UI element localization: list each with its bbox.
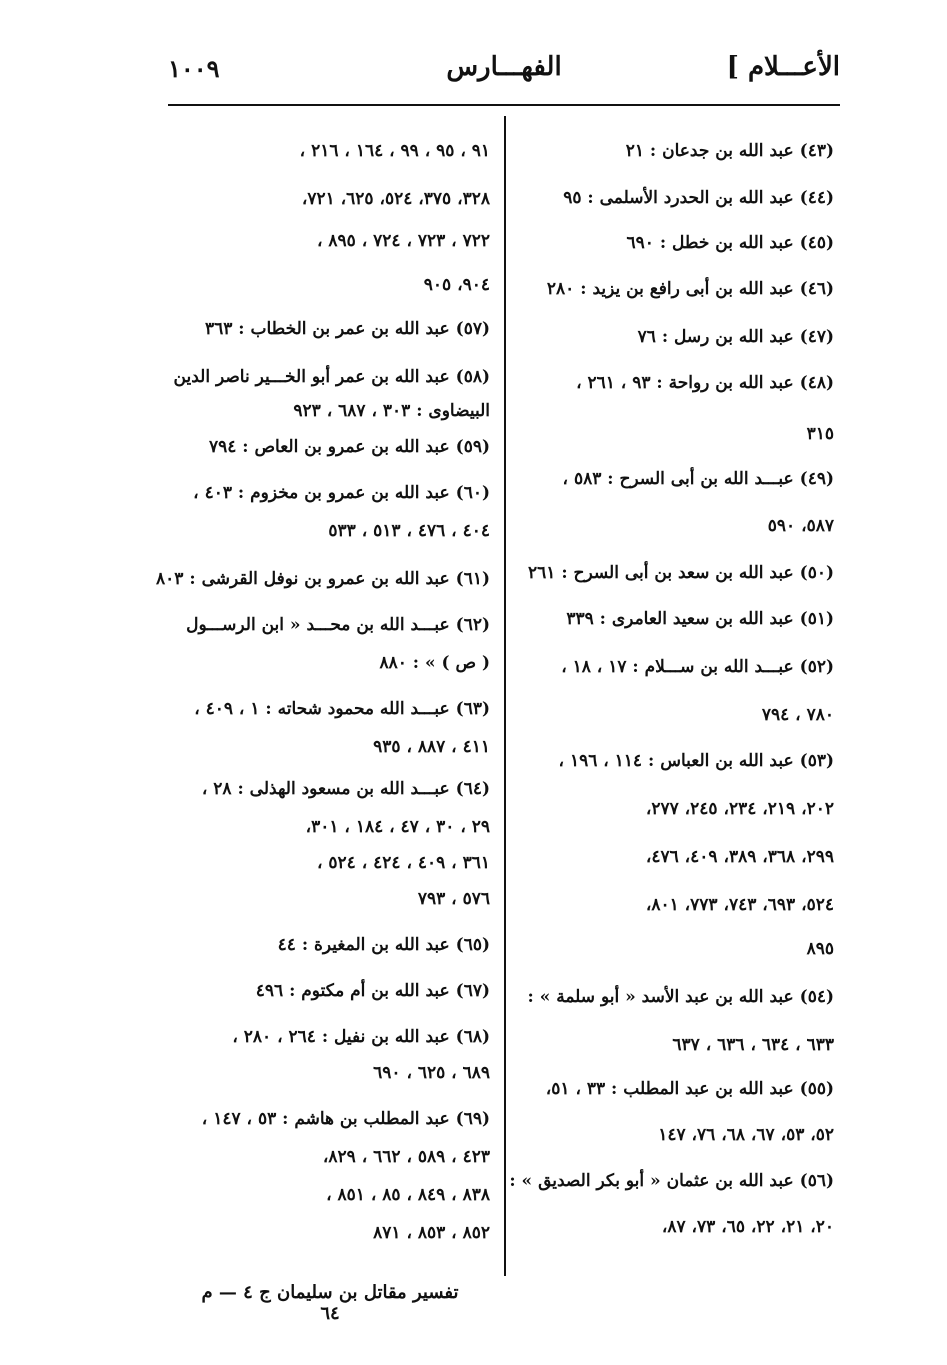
entry-number: (٥٢)	[799, 657, 834, 677]
entry-number: (٥٣)	[799, 751, 834, 771]
entry-continuation: ٨٩٥	[806, 939, 834, 959]
index-entry	[256, 980, 490, 1002]
entry-continuation: ٣٢٨، ٣٧٥، ٥٢٤، ٦٢٥، ٧٢١،	[301, 189, 490, 209]
index-entry	[626, 140, 834, 162]
entry-continuation: ٥٨٧، ٥٩٠	[767, 516, 834, 536]
index-entry	[174, 366, 490, 388]
entry-number: (٦٢)	[455, 615, 490, 635]
page-number: ١٠٠٩	[168, 54, 220, 83]
entry-number: (٤٥)	[799, 233, 834, 253]
index-entry	[627, 232, 834, 254]
index-entry	[528, 562, 834, 584]
entry-continuation: ٥٢٤، ٦٩٣، ٧٤٣، ٧٧٣، ٨٠١،	[645, 895, 834, 915]
index-entry	[300, 140, 490, 162]
entry-text: عبد الله بن عمرو بن مخزوم : ٤٠٣ ،	[193, 483, 450, 503]
index-entry	[547, 278, 834, 300]
entry-continuation: ٧٨٠ ، ٧٩٤	[761, 705, 834, 725]
header-rule	[168, 104, 840, 106]
index-entry	[563, 187, 834, 209]
index-entry	[202, 778, 490, 800]
entry-number: (٥٨)	[455, 367, 490, 387]
entry-text: عبد الله بن عبد الأسد « أبو سلمة » :	[527, 987, 794, 1007]
entry-text: ٩١ ، ٩٥ ، ٩٩ ، ١٦٤ ، ٢١٦ ،	[299, 141, 490, 161]
entry-continuation: ٧٢٢ ، ٧٢٣ ، ٧٢٤ ، ٨٩٥ ،	[316, 231, 490, 251]
index-entry	[546, 1078, 834, 1100]
page-header	[168, 52, 840, 96]
entry-text: عبد الله بن سعد بن أبى السرح : ٢٦١	[528, 563, 794, 583]
entry-number: (٤٣)	[799, 141, 834, 161]
entry-number: (٥٩)	[455, 437, 490, 457]
index-entry	[566, 608, 834, 630]
entry-continuation: ٥٧٦ ، ٧٩٣	[417, 889, 490, 909]
entry-text: عبـــد الله بن أبى السرح : ٥٨٣ ،	[562, 469, 794, 489]
entry-number: (٦١)	[455, 569, 490, 589]
entry-continuation: ٨٥٢ ، ٨٥٣ ، ٨٧١	[373, 1223, 490, 1243]
column-divider	[504, 116, 506, 1276]
entry-continuation: ٢٠، ٢١، ٢٢، ٦٥، ٧٣، ٨٧،	[661, 1217, 834, 1237]
entry-continuation: ٣١٥	[806, 424, 834, 444]
entry-continuation: ٦٣٣ ، ٦٣٤ ، ٦٣٦ ، ٦٣٧	[672, 1035, 834, 1055]
index-entry	[638, 326, 834, 348]
entry-text: عبد الله بن عثمان « أبو بكر الصديق » :	[509, 1171, 794, 1191]
index-entry	[193, 482, 490, 504]
entry-text: عبد الله بن أم مكتوم : ٤٩٦	[255, 981, 450, 1001]
entry-text: عبد الله بن عمرو بن نوفل القرشى : ٨٠٣	[156, 569, 450, 589]
entry-text: عبد الله بن المغيرة : ٤٤	[277, 935, 450, 955]
entry-continuation: ٤٠٤ ، ٤٧٦ ، ٥١٣ ، ٥٣٣	[328, 521, 490, 541]
index-entry	[278, 934, 490, 956]
index-entry	[563, 468, 834, 490]
entry-continuation: ٤٢٣ ، ٥٨٩ ، ٦٦٢ ، ٨٢٩،	[322, 1147, 490, 1167]
index-entry	[209, 436, 490, 458]
entry-number: (٦٠)	[455, 483, 490, 503]
index-entry	[156, 568, 490, 590]
entry-text: عبد الله بن سعيد العامرى : ٣٣٩	[566, 609, 794, 629]
entry-number: (٦٧)	[455, 981, 490, 1001]
entry-text: عبـــد الله بن ســـلام : ١٧ ، ١٨ ،	[561, 657, 794, 677]
entry-number: (٤٩)	[799, 469, 834, 489]
entry-number: (٤٧)	[799, 327, 834, 347]
entry-number: (٤٨)	[799, 373, 834, 393]
entry-number: (٦٥)	[455, 935, 490, 955]
entry-text: عبد الله بن نفيل : ٢٦٤ ، ٢٨٠ ،	[232, 1027, 450, 1047]
entry-continuation: ٣٦١ ، ٤٠٩ ، ٤٢٤ ، ٥٢٤ ،	[316, 853, 490, 873]
entry-text: عبد الله بن أبى رافع بن يزيد : ٢٨٠	[546, 279, 794, 299]
entry-text: عبد الله بن رواحة : ٩٣ ، ٢٦١ ،	[576, 373, 794, 393]
index-entry	[232, 1026, 490, 1048]
entry-continuation: ٥٢، ٥٣، ٦٧، ٦٨، ٧٦، ١٤٧	[658, 1125, 834, 1145]
entry-continuation: ( ص ) » : ٨٨٠	[379, 653, 490, 673]
section-label: الأعـــلام ]	[726, 52, 840, 82]
entry-text: عبد الله بن جدعان : ٢١	[625, 141, 794, 161]
entry-number: (٦٣)	[455, 699, 490, 719]
index-entry	[202, 1108, 490, 1130]
index-entry	[576, 372, 834, 394]
entry-number: (٦٩)	[455, 1109, 490, 1129]
entry-number: (٤٦)	[799, 279, 834, 299]
entry-text: عبد الله بن الحدرد الأسلمى : ٩٥	[563, 188, 794, 208]
index-entry	[186, 614, 490, 636]
entry-text: عبد الله بن رسل : ٧٦	[637, 327, 794, 347]
entry-number: (٥٦)	[799, 1171, 834, 1191]
entry-number: (٥١)	[799, 609, 834, 629]
entry-number: (٦٤)	[455, 779, 490, 799]
entry-number: (٥٤)	[799, 987, 834, 1007]
entry-text: عبد الله بن عمر أبو الخـــير ناصر الدين	[173, 367, 450, 387]
entry-continuation: ٩٠٤، ٩٠٥	[423, 275, 490, 295]
page-title: الفهـــارس	[446, 52, 562, 82]
entry-continuation: ٢٩٩، ٣٦٨، ٣٨٩، ٤٠٩، ٤٧٦،	[645, 847, 834, 867]
entry-number: (٥٠)	[799, 563, 834, 583]
entry-text: عبد الله بن خطل : ٦٩٠	[626, 233, 794, 253]
entry-text: عبد الله بن العباس : ١١٤ ، ١٩٦ ،	[558, 751, 794, 771]
entry-number: (٦٨)	[455, 1027, 490, 1047]
entry-text: عبـــد الله بن مسعود الهذلى : ٢٨ ،	[201, 779, 450, 799]
entry-text: عبـــد الله محمود شحاته : ١ ، ٤٠٩ ،	[194, 699, 450, 719]
entry-text: عبد الله بن عمر بن الخطاب : ٣٦٣	[204, 319, 450, 339]
entry-text: عبد الله بن عمرو بن العاص : ٧٩٤	[208, 437, 450, 457]
index-entry	[194, 698, 490, 720]
index-entry	[528, 986, 835, 1008]
entry-continuation: البيضاوى : ٣٠٣ ، ٦٨٧ ، ٩٢٣	[293, 401, 490, 421]
entry-continuation: ٤١١ ، ٨٨٧ ، ٩٣٥	[373, 737, 490, 757]
index-entry	[205, 318, 490, 340]
footer-signature: تفسير مقاتل بن سليمان ج ٤ — م ٦٤	[201, 1282, 459, 1324]
entry-continuation: ٢٩ ، ٣٠ ، ٤٧ ، ١٨٤ ، ٣٠١،	[305, 817, 490, 837]
entry-continuation: ٨٣٨ ، ٨٤٩ ، ٨٥ ، ٨٥١ ،	[326, 1185, 490, 1205]
index-entry	[561, 656, 834, 678]
entry-text: عبد المطلب بن هاشم : ٥٣ ، ١٤٧ ،	[201, 1109, 450, 1129]
entry-number: (٥٥)	[799, 1079, 834, 1099]
entry-number: (٥٧)	[455, 319, 490, 339]
index-entry	[559, 750, 834, 772]
entry-continuation: ٦٨٩ ، ٦٢٥ ، ٦٩٠	[373, 1063, 490, 1083]
entry-continuation: ٢٠٢، ٢١٩، ٢٣٤، ٢٤٥، ٢٧٧،	[645, 799, 834, 819]
entry-text: عبـــد الله بن محـــد « ابن الرســـول	[186, 615, 450, 635]
entry-text: عبد الله بن عبد المطلب : ٣٣ ، ٥١،	[545, 1079, 794, 1099]
index-entry	[509, 1170, 834, 1192]
entry-number: (٤٤)	[799, 188, 834, 208]
